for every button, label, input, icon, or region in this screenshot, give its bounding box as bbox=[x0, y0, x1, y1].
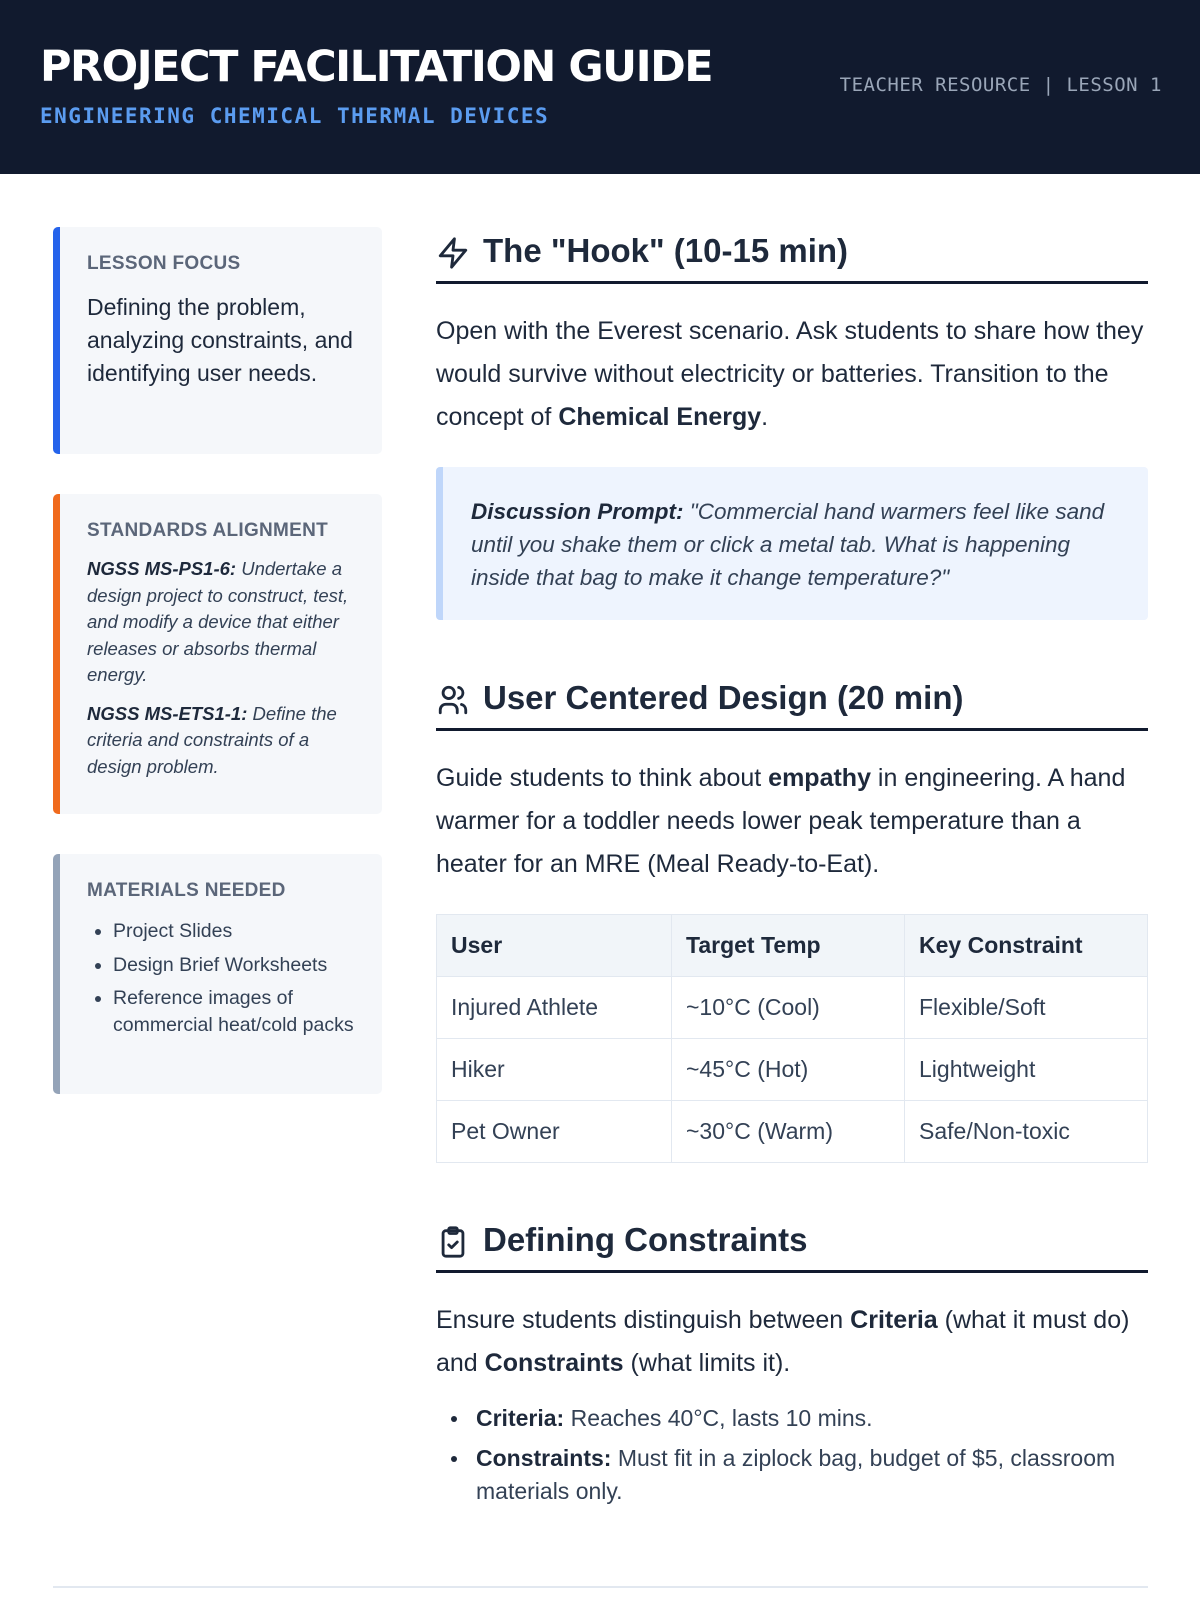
standard-item bbox=[87, 701, 360, 781]
table-cell: Injured Athlete bbox=[437, 977, 672, 1039]
materials-item: • Design Brief Worksheets bbox=[113, 952, 360, 979]
ucd-section-header bbox=[436, 673, 1148, 731]
materials-card bbox=[53, 854, 382, 1094]
hook-heading: The "Hook" (10-15 min) bbox=[483, 232, 849, 269]
materials-item: • Project Slides bbox=[113, 918, 360, 945]
materials-item: • Reference images of commercial heat/cold packs bbox=[113, 985, 360, 1038]
materials-label: MATERIALS NEEDED bbox=[87, 880, 286, 901]
constraints-text: Ensure students distinguish between bbox=[436, 1306, 851, 1334]
standards-label: STANDARDS ALIGNMENT bbox=[87, 520, 329, 541]
discussion-prompt bbox=[436, 467, 1148, 620]
prompt-label: Discussion Prompt: bbox=[471, 499, 684, 524]
standard-text: Define the criteria and constraints of a design problem. bbox=[87, 702, 337, 777]
standard-text: Undertake a design project to construct, test, and modify a device that either releases or absorbs thermal energy. bbox=[87, 558, 349, 685]
users-icon bbox=[436, 683, 470, 717]
constraints-section-header bbox=[436, 1215, 1148, 1273]
constraints-text: (what limits it). bbox=[623, 1349, 791, 1377]
resource-meta: TEACHER RESOURCE | LESSON 1 bbox=[839, 74, 1162, 96]
ucd-heading: User Centered Design (20 min) bbox=[483, 679, 964, 716]
table-cell: ~45°C (Hot) bbox=[672, 1039, 905, 1101]
table-cell: Safe/Non-toxic bbox=[905, 1101, 1148, 1163]
page-header bbox=[0, 0, 1200, 174]
lesson-focus-label: LESSON FOCUS bbox=[87, 253, 241, 274]
table-row bbox=[437, 1039, 1148, 1101]
standard-item bbox=[87, 556, 360, 689]
lightning-icon bbox=[436, 236, 470, 270]
constraints-heading: Defining Constraints bbox=[483, 1221, 808, 1258]
table-row bbox=[437, 1101, 1148, 1163]
constraints-text: (what it must do) and bbox=[436, 1306, 1130, 1377]
standard-code: NGSS MS-ETS1-1: bbox=[87, 702, 248, 724]
ucd-text-end: in engineering. A hand warmer for a toddler needs lower peak temperature than a heater for an MRE (Meal Ready-to-Eat). bbox=[436, 764, 1126, 878]
standard-code: NGSS MS-PS1-6: bbox=[87, 558, 237, 579]
table-cell: ~30°C (Warm) bbox=[672, 1101, 905, 1163]
list-item-text: Must fit in a ziplock bag, budget of $5, classroom materials only. bbox=[476, 1445, 1116, 1504]
table-cell: ~10°C (Cool) bbox=[672, 977, 905, 1039]
table-header-cell: Key Constraint bbox=[905, 915, 1148, 977]
ucd-text: Guide students to think about bbox=[436, 764, 769, 792]
list-item bbox=[436, 1402, 1148, 1435]
table-header-cell: User bbox=[437, 915, 672, 977]
list-item-label: Constraints: bbox=[476, 1445, 612, 1471]
prompt-text: "Commercial hand warmers feel like sand until you shake them or click a metal tab. What is happening inside that bag to make it change temperature?" bbox=[471, 499, 1105, 590]
table-cell: Lightweight bbox=[905, 1039, 1148, 1101]
page-title: PROJECT FACILITATION GUIDE bbox=[40, 42, 713, 92]
table-header-row bbox=[437, 915, 1148, 977]
criteria-term: Criteria bbox=[850, 1306, 938, 1334]
table-cell: Flexible/Soft bbox=[905, 977, 1148, 1039]
list-item bbox=[436, 1442, 1148, 1508]
footer-divider bbox=[53, 1586, 1148, 1588]
lesson-focus-text: Defining the problem, analyzing constraints, and identifying user needs. bbox=[87, 294, 353, 386]
standards-card bbox=[53, 494, 382, 814]
page-subtitle: ENGINEERING CHEMICAL THERMAL DEVICES bbox=[40, 104, 550, 128]
hook-text-end: . bbox=[761, 403, 769, 431]
constraints-paragraph bbox=[436, 1299, 1148, 1385]
lesson-focus-card bbox=[53, 227, 382, 454]
hook-paragraph bbox=[436, 310, 1148, 439]
list-item-label: Criteria: bbox=[476, 1405, 565, 1431]
criteria-list bbox=[436, 1402, 1148, 1515]
ucd-text-bold: empathy bbox=[768, 764, 871, 792]
table-header-cell: Target Temp bbox=[672, 915, 905, 977]
table-cell: Pet Owner bbox=[437, 1101, 672, 1163]
materials-list bbox=[87, 918, 360, 1038]
constraints-term: Constraints bbox=[484, 1349, 624, 1377]
ucd-paragraph bbox=[436, 757, 1148, 886]
hook-text-bold: Chemical Energy bbox=[558, 403, 762, 431]
user-needs-table bbox=[436, 914, 1148, 1163]
table-row bbox=[437, 977, 1148, 1039]
hook-section-header bbox=[436, 226, 1148, 284]
hook-text: Open with the Everest scenario. Ask students to share how they would survive without electricity or batteries. Transition to the concept of bbox=[436, 317, 1144, 431]
clipboard-check-icon bbox=[436, 1225, 470, 1259]
table-cell: Hiker bbox=[437, 1039, 672, 1101]
list-item-text: Reaches 40°C, lasts 10 mins. bbox=[564, 1405, 873, 1431]
